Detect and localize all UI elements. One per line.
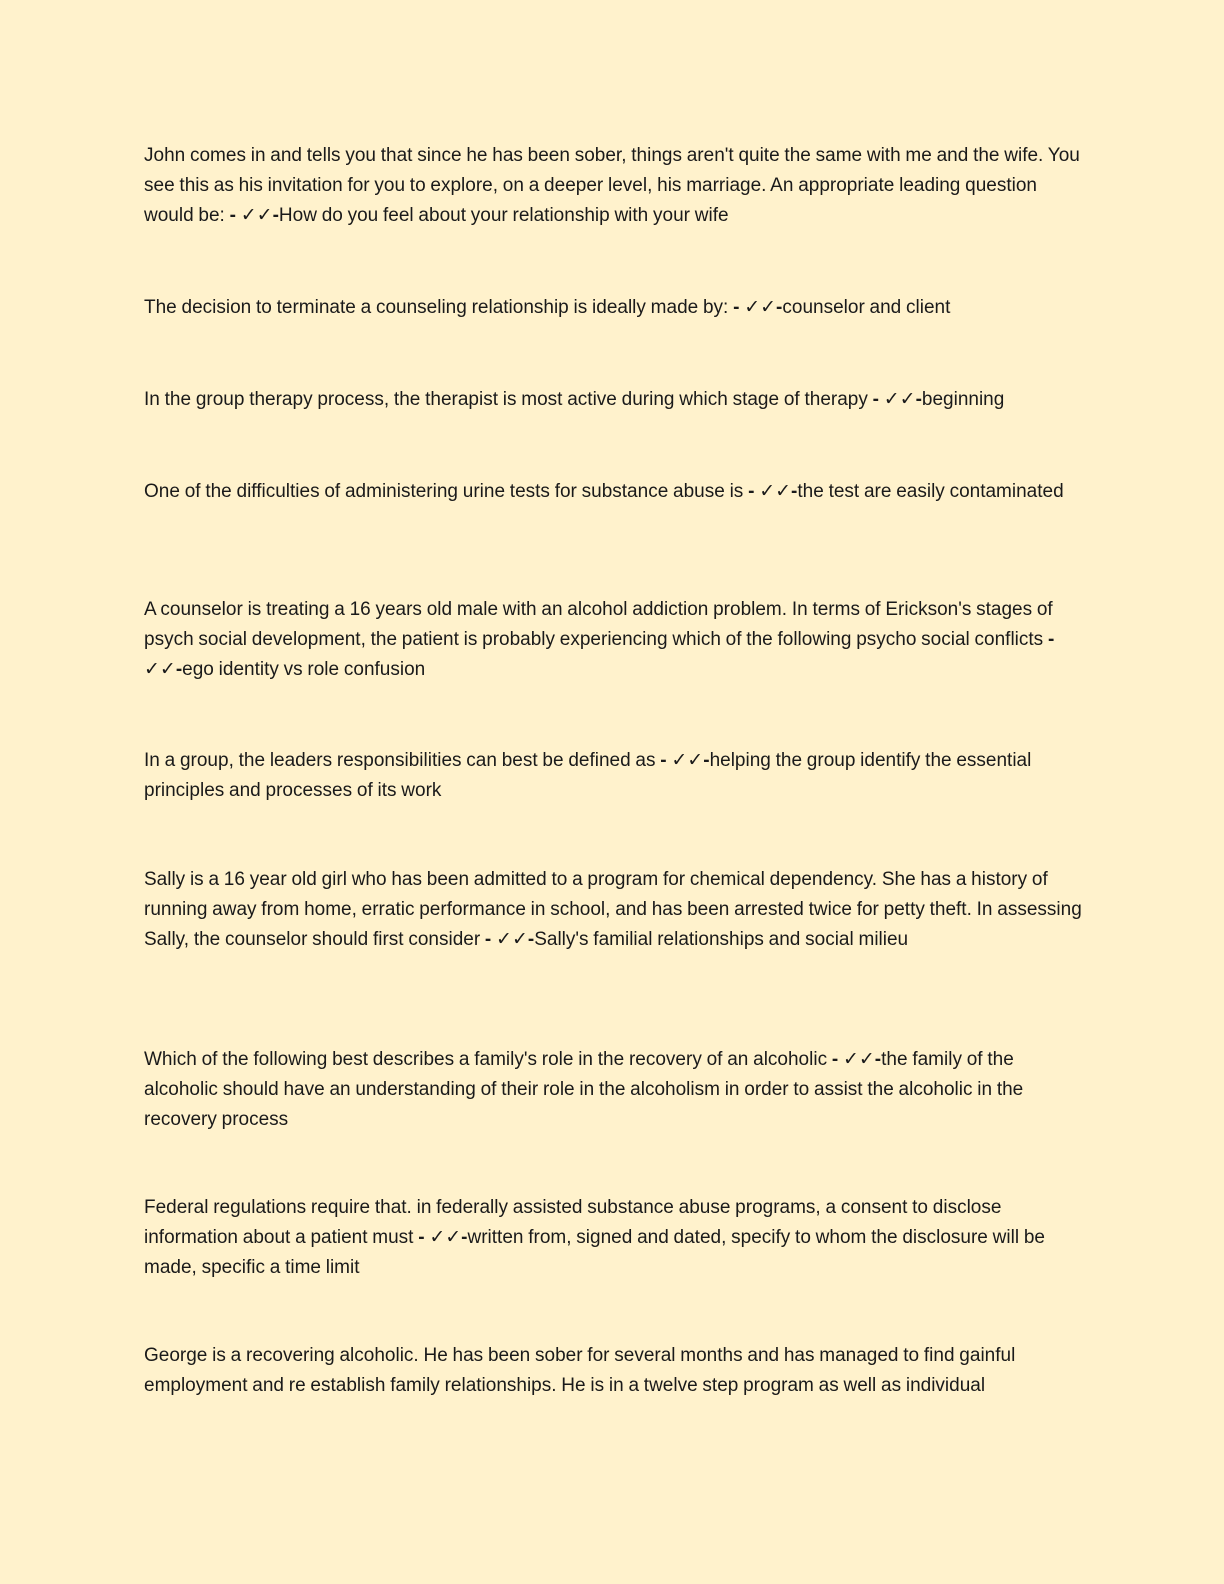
answer-text: Sally's familial relationships and social milieu [534,929,909,950]
answer-text: beginning [921,389,1005,410]
answer-text: counselor and client [782,297,951,318]
question-text: In a group, the leaders responsibilities can best be defined as [144,750,656,771]
answer-checkmark-separator: - ✓✓- [743,481,798,502]
answer-checkmark-separator: - ✓✓- [480,929,535,950]
answer-checkmark-separator: - ✓✓- [867,389,922,410]
question-text: Which of the following best describes a family's role in the recovery of an alcoholic [144,1049,828,1070]
answer-checkmark-separator: - ✓✓- [827,1049,882,1070]
qa-item-1 [144,141,1084,231]
question-text: The decision to terminate a counseling relationship is ideally made by: [144,297,729,318]
answer-text: ego identity vs role confusion [182,659,426,680]
qa-item-2 [144,293,1084,323]
answer-checkmark-separator: - ✓✓- [728,297,783,318]
question-text: In the group therapy process, the therapist is most active during which stage of therapy [144,389,868,410]
answer-checkmark-separator: - ✓✓- [655,750,710,771]
question-text: John comes in and tells you that since he has been sober, things aren't quite the same with me and the wife. You see this as his invitation for you to explore, on a deeper level, his marriage. An appropriate leading question would be: [144,145,1080,226]
qa-item-3 [144,385,1084,415]
answer-checkmark-separator: - ✓✓- [224,205,279,226]
answer-text: helping the group identify the essential principles and processes of its work [144,750,1032,801]
question-text: Federal regulations require that. in federally assisted substance abuse programs, a consent to disclose information about a patient must [144,1197,1002,1248]
qa-item-4 [144,477,1084,507]
answer-checkmark-separator: - ✓✓- [413,1227,468,1248]
qa-item-6 [144,746,1084,806]
question-text: Sally is a 16 year old girl who has been admitted to a program for chemical dependency. She has a history of running away from home, erratic performance in school, and has been arrested twice for petty theft. In assessing Sally, the counselor should first consider [144,869,1082,950]
answer-text: written from, signed and dated, specify to whom the disclosure will be made, specific a time limit [144,1227,1045,1278]
qa-item-7 [144,865,1084,955]
answer-text: How do you feel about your relationship with your wife [278,205,729,226]
question-text: A counselor is treating a 16 years old male with an alcohol addiction problem. In terms of Erickson's stages of psych social development, the patient is probably experiencing which of the following psycho social conflicts [144,599,1053,650]
answer-checkmark-separator: - ✓✓- [144,629,1055,680]
qa-item-9 [144,1193,1084,1283]
answer-text: the test are easily contaminated [797,481,1064,502]
qa-item-5 [144,595,1084,685]
question-text: One of the difficulties of administering urine tests for substance abuse is [144,481,744,502]
qa-item-10 [144,1341,1084,1401]
qa-item-8 [144,1045,1084,1135]
answer-text: the family of the alcoholic should have an understanding of their role in the alcoholism in order to assist the alcoholic in the recovery process [144,1049,1024,1130]
question-text: George is a recovering alcoholic. He has been sober for several months and has managed to find gainful employment and re establish family relationships. He is in a twelve step program as well as individual [144,1345,1016,1396]
